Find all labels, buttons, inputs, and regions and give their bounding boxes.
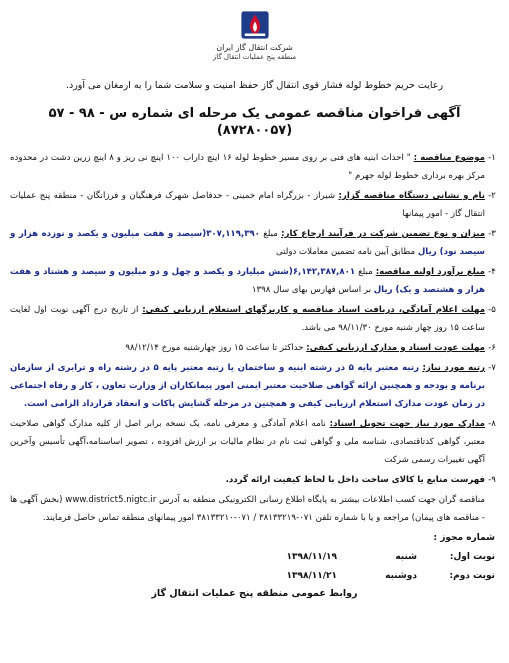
item-label: میزان و نوع تضمین شرکت در فرآیند ارجاع کار:: [281, 229, 486, 239]
organization-subtitle: منطقه پنج عملیات انتقال گاز: [212, 53, 297, 61]
item-pre: مبلغ: [263, 229, 278, 239]
contact-info: [10, 491, 499, 527]
item-text: مطابق آیین نامه تضمین معاملات دولتی: [275, 247, 416, 257]
item-label: فهرست منابع یا کالای ساخت داخل با لحاظ کیفیت ارائه گردد.: [225, 475, 485, 485]
flame-logo-icon: [238, 8, 272, 42]
organization-name: شرکت انتقال گاز ایران: [216, 43, 293, 52]
item-text: حداکثر تا ساعت ۱۵ روز چهارشنبه مورخ ۹۸/۱۲/۱۴: [125, 343, 304, 353]
item-deadline-return: ۶- مهلت عودت اسناد و مدارک ارزیابی کیفی: حداکثر تا ساعت ۱۵ روز چهارشنبه مورخ ۹۸/۱۲/۱۴: [125, 343, 496, 353]
item-label: مهلت عودت اسناد و مدارک ارزیابی کیفی:: [306, 343, 485, 353]
item-required-documents: ۸- مدارک مورد نیاز جهت تحویل اسناد: نامه اعلام آمادگی و معرفی نامه، یک نسخه برابر اصل از کلیه مدارک گواهی صلاحیت معتبر، گواهی کدتاقتصادی، شناسه ملی و گواهی ثبت نام در نظام مالیات بر ارزش افزوده ، تصویر اساسنامه،آگهی تأسیس وآخرین آگهی تغییرات رسمی شرکت: [10, 419, 496, 465]
item-text: از تاریخ درج آگهی نوبت اول لغایت ساعت ۱۵ روز چهار شنبه مورخ ۹۸/۱۱/۳۰ می باشد.: [10, 305, 485, 333]
item-label: نام و نشانی دستگاه مناقصه گزار:: [338, 191, 485, 201]
notice-title: آگهی فراخوان مناقصه عمومی یک مرحله ای شماره س - ۹۸ - ۵۷: [48, 106, 461, 121]
item-label: رتبه مورد نیاز:: [422, 363, 485, 373]
contact-text: مناقصه گران جهت کسب اطلاعات بیشتر به پایگاه اطلاع رسانی الکترونیکی منطقه به آدرس www.district5.nigtc.ir (بخش آگهی ها - مناقصه های پیمان) مراجعه و یا با شماره تلفن ۰۷۱-۳۸۱۳۳۲۱۹ / ۰۷۱-۳۸۱۳۳۲۱۰ امور پیمانهای منطقه تماس حاصل فرمایند.: [10, 495, 485, 523]
date-row-second: نوبت دوم: دوشنبه ۱۳۹۸/۱۱/۲۱: [286, 571, 495, 581]
item-text: نامه اعلام آمادگی و معرفی نامه، یک نسخه برابر اصل از کلیه مدارک گواهی صلاحیت معتبر، گواهی کدتاقتصادی، شناسه ملی و گواهی ثبت نام در نظام مالیات بر ارزش افزوده ، تصویر اساسنامه،آگهی تأسیس وآخرین آگهی تغییرات رسمی شرکت: [10, 419, 485, 465]
item-domestic-goods: ۹- فهرست منابع یا کالای ساخت داخل با لحاظ کیفیت ارائه گردد.: [225, 475, 496, 485]
item-deadline-documents: ۵- مهلت اعلام آمادگی، دریافت اسناد مناقصه و کاربرگهای استعلام ارزیابی کیفی: از تاریخ درج آگهی نوبت اول لغایت ساعت ۱۵ روز چهار شنبه مورخ ۹۸/۱۱/۳۰ می باشد.: [10, 305, 496, 333]
guarantee-amount: ۳۰۷,۱۱۹,۳۹۰(سیصد و هفت میلیون و یکصد و نوزده هزار و سیصد نود) ریال: [10, 229, 485, 257]
item-subject: ۱- موضوع مناقصه : " احداث ابنیه های فنی بر روی مسیر خطوط لوله ۱۶ اینچ داراب ۱۰۰ اینچ نی ریز و ۸ اینچ زرین دشت در محدوده مرکز بهره برداری خطوط لوله جهرم ": [10, 153, 496, 181]
date-row-first: نوبت اول: شنبه ۱۳۹۸/۱۱/۱۹: [286, 552, 495, 562]
rank-requirement: رتبه معتبر پایه ۵ در رشته ابنیه و ساختمان یا رتبه معتبر پایه ۵ در رشته راه و ترابری از سازمان برنامه و بودجه و همچنین ارائه گواهی صلاحیت معتبر ایمنی امور پیمانکاران از وزارت تعاون ، کار و رفاه اجتماعی در زمان عودت مدارک استعلام ارزیابی کیفی و همچنین در مرحله گشایش پاکات و انعقاد قرارداد الزامی است.: [10, 363, 485, 409]
publication-dates: [10, 529, 499, 586]
item-organizer: ۲- نام و نشانی دستگاه مناقصه گزار: شیراز - بزرگراه امام خمینی - حدفاصل شهرک فرهنگیان و فرزانگان - منطقه پنج عملیات انتقال گاز - امور پیمانها: [10, 191, 496, 219]
item-guarantee: ۳- میزان و نوع تضمین شرکت در فرآیند ارجاع کار: مبلغ ۳۰۷,۱۱۹,۳۹۰(سیصد و هفت میلیون و یکصد و نوزده هزار و سیصد نود) ریال مطابق آیین نامه تضمین معاملات دولتی: [10, 229, 496, 257]
logo-block: [10, 8, 499, 62]
item-label: موضوع مناقصه :: [413, 153, 486, 163]
public-relations-signature: روابط عمومی منطقه پنج عملیات انتقال گاز: [151, 588, 358, 599]
estimate-amount: ۶,۱۴۲,۳۸۷,۸۰۱(شش میلیارد و یکصد و چهل و دو میلیون و سیصد و هشتاد و هفت هزار و هشتصد و یک) ریال: [10, 267, 485, 295]
item-text: شیراز - بزرگراه امام خمینی - حدفاصل شهرک فرهنگیان و فرزانگان - منطقه پنج عملیات انتقال گاز - امور پیمانها: [10, 191, 485, 219]
permit-number-label: شماره مجوز :: [433, 533, 495, 543]
item-label: مهلت اعلام آمادگی، دریافت اسناد مناقصه و کاربرگهای استعلام ارزیابی کیفی:: [142, 305, 486, 315]
item-label: مبلغ برآورد اولیه مناقصه:: [375, 267, 485, 277]
item-text: " احداث ابنیه های فنی بر روی مسیر خطوط لوله ۱۶ اینچ داراب ۱۰۰ اینچ نی ریز و ۸ اینچ زرین دشت در محدوده مرکز بهره برداری خطوط لوله جهرم ": [10, 153, 485, 181]
item-estimate: ۴- مبلغ برآورد اولیه مناقصه: مبلغ ۶,۱۴۲,۳۸۷,۸۰۱(شش میلیارد و یکصد و چهل و دو میلیون و سیصد و هشتاد و هفت هزار و هشتصد و یک) ریال بر اساس فهارس بهای سال ۱۳۹۸: [10, 267, 496, 295]
item-label: مدارک مورد نیاز جهت تحویل اسناد:: [329, 419, 485, 429]
safety-slogan: رعایت حریم خطوط لوله فشار قوی انتقال گاز حفظ امنیت و سلامت شما را به ارمغان می آورد.: [65, 80, 444, 91]
item-text: بر اساس فهارس بهای سال ۱۳۹۸: [251, 285, 371, 295]
notice-code: (۸۷۲۸۰۰۵۷): [216, 123, 293, 138]
item-pre: مبلغ: [358, 267, 373, 277]
item-required-rank: ۷- رتبه مورد نیاز: رتبه معتبر پایه ۵ در رشته ابنیه و ساختمان یا رتبه معتبر پایه ۵ در رشته راه و ترابری از سازمان برنامه و بودجه و همچنین ارائه گواهی صلاحیت معتبر ایمنی امور پیمانکاران از وزارت تعاون ، کار و رفاه اجتماعی در زمان عودت مدارک استعلام ارزیابی کیفی و همچنین در مرحله گشایش پاکات و انعقاد قرارداد الزامی است.: [10, 363, 496, 409]
